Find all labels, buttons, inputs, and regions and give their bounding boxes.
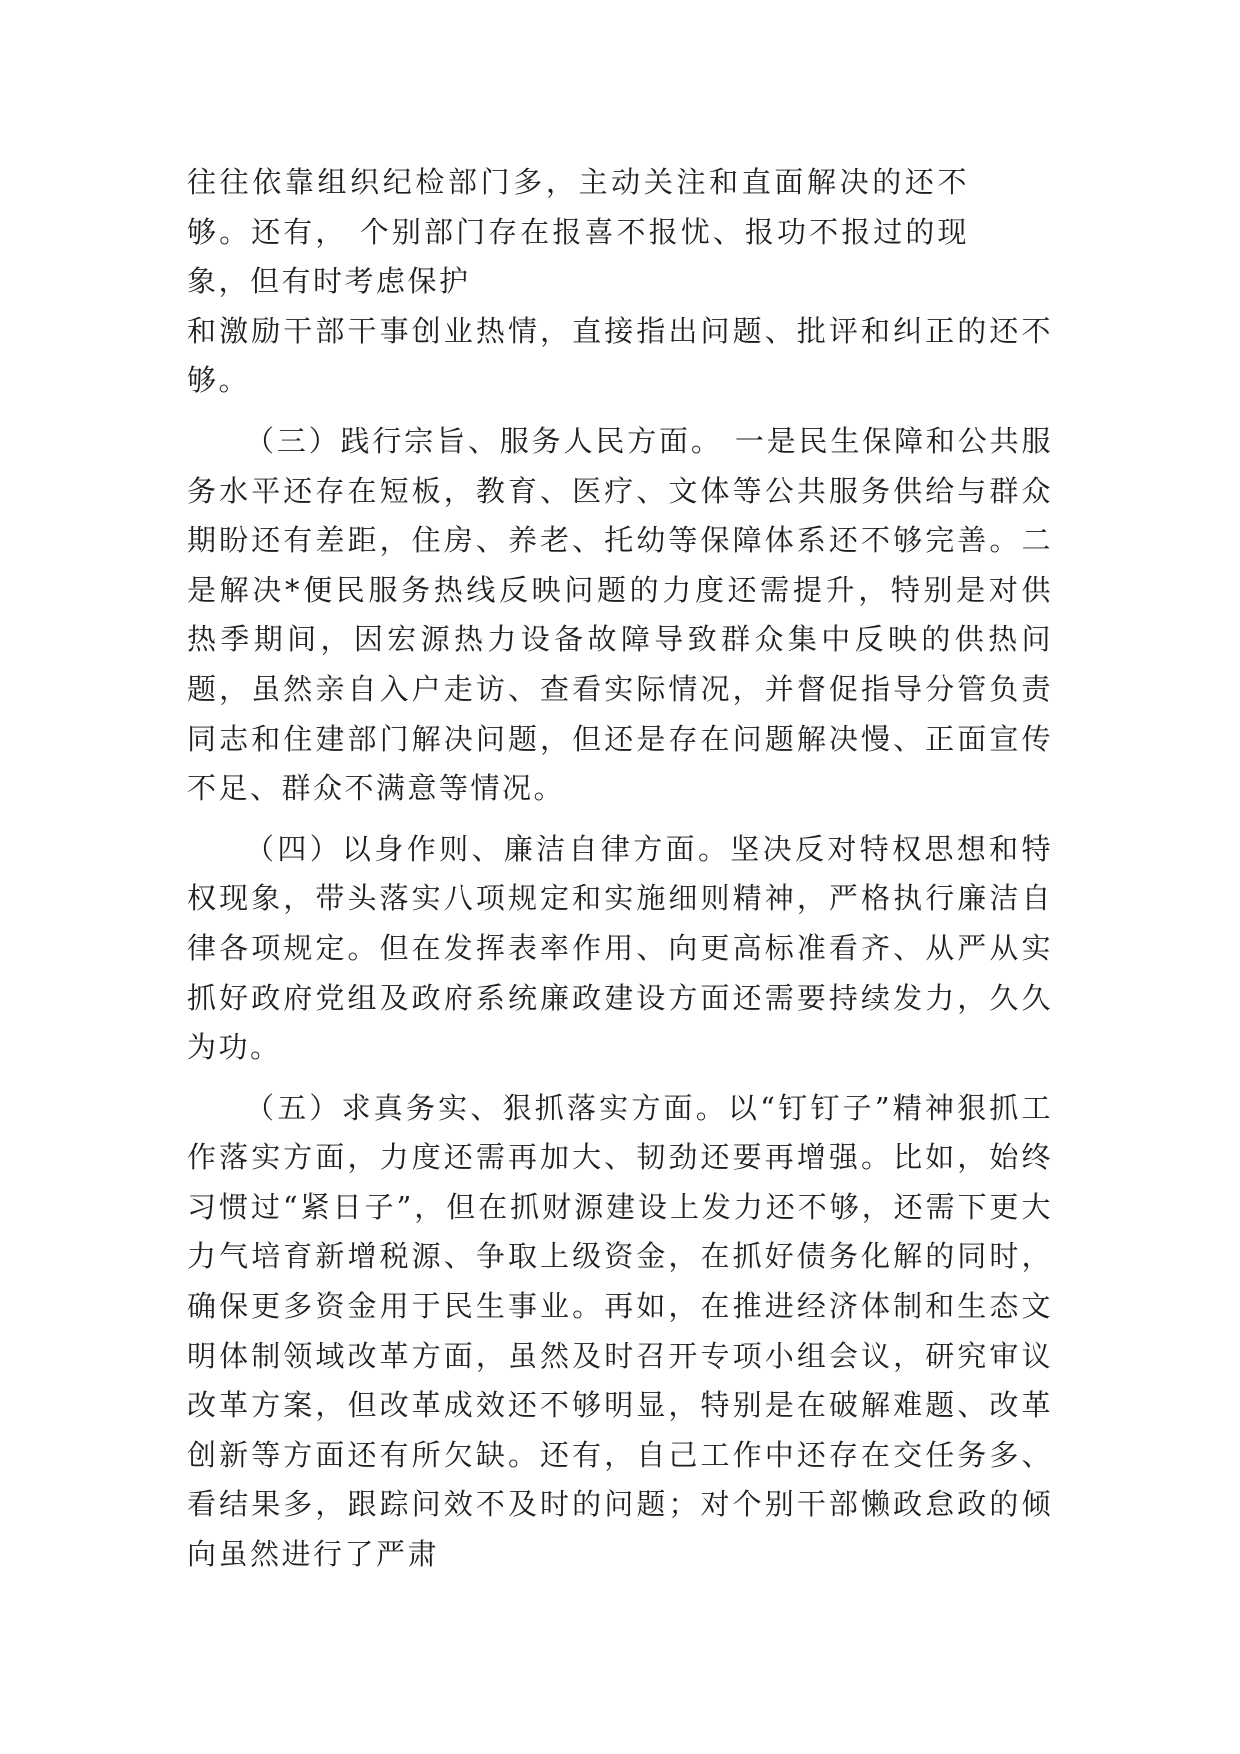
paragraph-section-4: （四）以身作则、廉洁自律方面。坚决反对特权思想和特权现象，带头落实八项规定和实施细则精神，严格执行廉洁自律各项规定。但在发挥表率作用、向更高标准看齐、从严从实抓好政府党组及政府系统廉政建设方面还需要持续发力，久久为功。 [187, 831, 1053, 1065]
paragraph-section-3: （三）践行宗旨、服务人民方面。 一是民生保障和公共服务水平还存在短板，教育、医疗、文体等公共服务供给与群众期盼还有差距，住房、养老、托幼等保障体系还不够完善。二是解决*便民服务热线反映问题的力度还需提升，特别是对供热季期间，因宏源热力设备故障导致群众集中反映的供热问题，虽然亲自入户走访、查看实际情况，并督促指导分管负责同志和住建部门解决问题，但还是存在问题解决慢、正面宣传不足、群众不满意等情况。 [187, 423, 1053, 806]
paragraph-continued-2: 和激励干部干事创业热情，直接指出问题、批评和纠正的还不够。 [187, 313, 1053, 398]
paragraph-continued-1: 往往依靠组织纪检部门多，主动关注和直面解决的还不够。还有， 个别部门存在报喜不报忧、报功不报过的现象，但有时考虑保护 [187, 165, 969, 299]
paragraph-section-5: （五）求真务实、狠抓落实方面。以“钉钉子”精神狠抓工作落实方面，力度还需再加大、韧劲还要再增强。比如，始终习惯过“紧日子”，但在抓财源建设上发力还不够，还需下更大力气培育新增税源、争取上级资金，在抓好债务化解的同时，确保更多资金用于民生事业。再如，在推进经济体制和生态文明体制领域改革方面，虽然及时召开专项小组会议，研究审议改革方案，但改革成效还不够明显，特别是在破解难题、改革创新等方面还有所欠缺。还有，自己工作中还存在交任务多、看结果多，跟踪问效不及时的问题；对个别干部懒政怠政的倾向虽然进行了严肃 [187, 1090, 1053, 1572]
document-body [187, 158, 1053, 1580]
